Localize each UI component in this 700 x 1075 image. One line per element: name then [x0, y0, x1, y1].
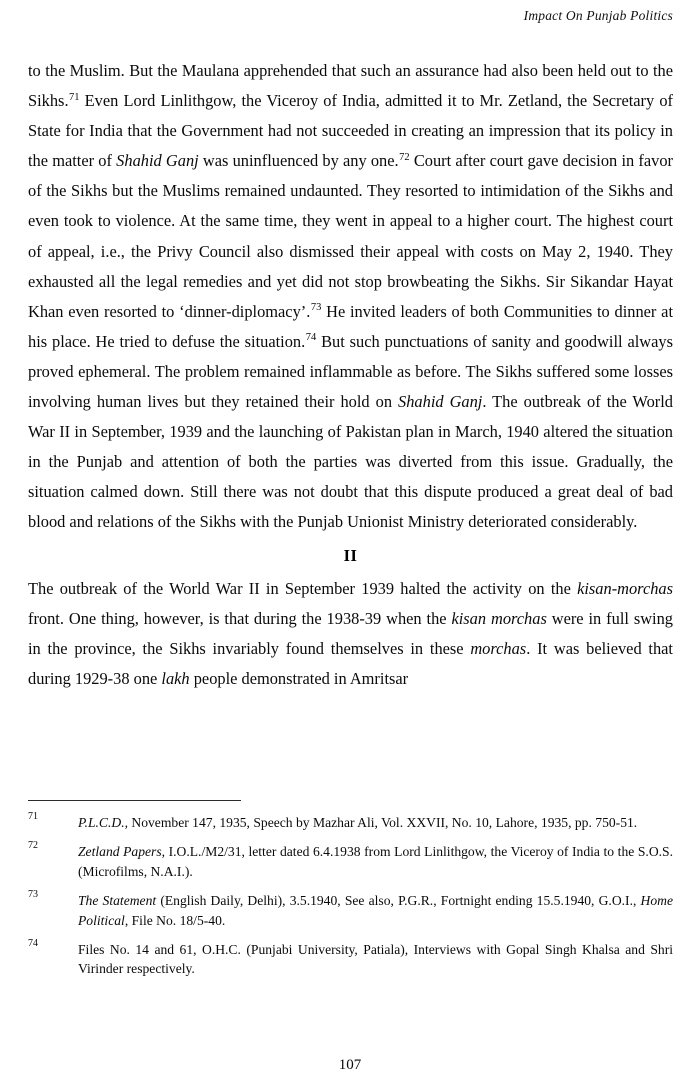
running-header — [28, 8, 673, 24]
section-divider-two: II — [343, 545, 358, 565]
footnote-number: 73 — [28, 889, 38, 901]
footnote-ref-74[interactable]: 74 — [305, 332, 317, 344]
para2-segment-4: . It was believed that during 1929-38 one — [28, 638, 673, 688]
footnote-italic-title: P.L.C.D., — [78, 815, 128, 830]
footnote-ref-73[interactable]: 73 — [310, 302, 322, 314]
page-number: 107 — [338, 1057, 362, 1073]
para1-italic-shahid-ganj-1: Shahid Ganj — [116, 151, 199, 171]
footnote-text — [78, 842, 673, 881]
para2-segment-1: The outbreak of the World War II in September 1939 halted the activity on the — [28, 578, 578, 598]
para1-segment-6: But such punctuations of sanity and goodwill always proved ephemeral. The problem remained inflammable as before. The Sikhs suffered some losses involving human lives but they retained their hold on — [28, 331, 673, 412]
footnote-entry — [28, 940, 673, 979]
footnote-text-run: (English Daily, Delhi), 3.5.1940, See also, P.G.R., Fortnight ending 15.5.1940, G.O.I., — [156, 893, 641, 909]
footnote-text — [78, 813, 673, 832]
paragraph-one — [28, 56, 673, 538]
footnote-separator-rule — [28, 800, 241, 801]
para2-italic-morchas: morchas — [470, 638, 527, 658]
footnote-ref-72[interactable]: 72 — [399, 151, 410, 163]
para2-italic-lakh: lakh — [161, 668, 190, 688]
para1-segment-5: He invited leaders of both Communities to dinner at his place. He tried to defuse the situation. — [28, 301, 674, 351]
footnote-section — [28, 800, 673, 979]
footnote-text — [78, 891, 673, 930]
page-body — [28, 56, 673, 694]
footnote-text-run: , I.O.L./M2/31, letter dated 6.4.1938 from Lord Linlithgow, the Viceroy of India to the S.O.S. (Microfilms, N.A.I.). — [78, 844, 673, 879]
footnote-italic-title: Zetland Papers — [78, 844, 162, 860]
para2-segment-5: people demonstrated in Amritsar — [189, 668, 409, 688]
para1-segment-2: Even Lord Linlithgow, the Viceroy of India, admitted it to Mr. Zetland, the Secretary of State for India that the Government had not succeeded in creating an impression that its policy in the matter of — [28, 91, 673, 171]
para2-segment-3: were in full swing in the province, the Sikhs invariably found themselves in these — [28, 608, 673, 658]
paragraph-two — [28, 574, 673, 694]
para1-italic-shahid-ganj-2: Shahid Ganj — [398, 392, 483, 412]
footnote-number: 71 — [28, 811, 38, 822]
footnote-italic-secondary: Home Political — [78, 893, 673, 928]
para2-italic-kisan-morchas-2: kisan morchas — [451, 608, 547, 628]
para1-segment-1: to the Muslim. But the Maulana apprehended that such an assurance had also been held out to the Sikhs. — [28, 61, 673, 111]
footnote-text: Files No. 14 and 61, O.H.C. (Punjabi University, Patiala), Interviews with Gopal Singh Khalsa and Shri Virinder respectively. — [78, 942, 673, 977]
footnote-number: 74 — [28, 938, 38, 950]
para1-segment-7: . The outbreak of the World War II in September, 1939 and the launching of Pakistan plan in March, 1940 altered the situation in the Punjab and attention of both the parties was diverted from this issue. Gradually, the situation calmed down. Still there was not doubt that this dispute produced a great deal of bad blood and relations of the Sikhs with the Punjab Unionist Ministry deteriorated considerably. — [28, 392, 673, 532]
running-header-title: Impact On Punjab Politics — [523, 8, 673, 23]
footnote-entry — [28, 842, 673, 881]
footnote-text-run-secondary: , File No. 18/5-40. — [124, 912, 226, 928]
footnote-ref-71[interactable]: 71 — [69, 91, 80, 103]
para1-segment-4: Court after court gave decision in favor of the Sikhs but the Muslims remained undaunted. They resorted to intimidation of the Sikhs and even took to violence. At the same time, they went in appeal to a higher court. The highest court of appeal, i.e., the Privy Council also dismissed their appeal with costs on May 2, 1940. They exhausted all the legal remedies and yet did not stop browbeating the Sikhs. Sir Sikandar Hayat Khan even resorted to ‘dinner-diplomacy’. — [28, 151, 673, 321]
para2-segment-2: front. One thing, however, is that during the 1938-39 when the — [28, 608, 452, 628]
para1-segment-3: was uninfluenced by any one. — [198, 151, 399, 171]
footnote-entry — [28, 813, 673, 832]
footnote-italic-title: The Statement — [78, 893, 157, 909]
footnote-text-run: November 147, 1935, Speech by Mazhar Ali, Vol. XXVII, No. 10, Lahore, 1935, pp. 750-51. — [128, 815, 638, 830]
footnote-number: 72 — [28, 840, 38, 852]
para2-italic-kisan-morchas-1: kisan-morchas — [577, 578, 673, 598]
footnote-entry — [28, 891, 673, 930]
